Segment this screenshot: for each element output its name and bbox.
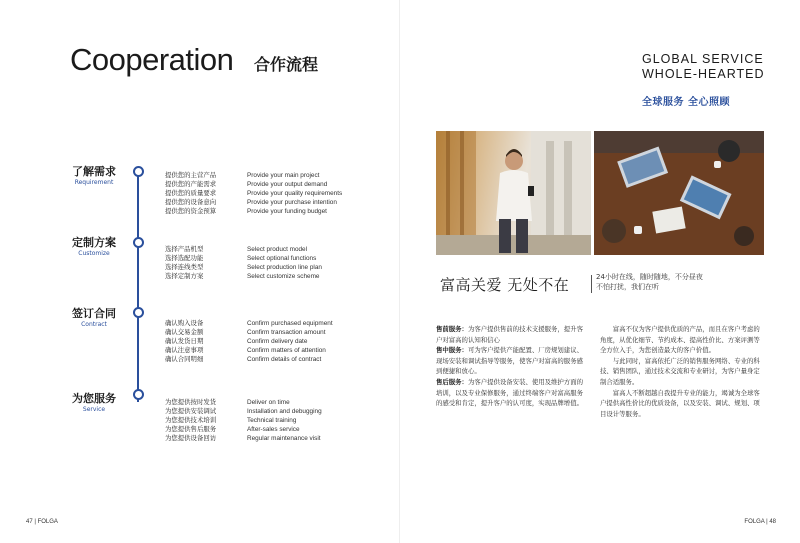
right-page (400, 0, 800, 543)
divider (591, 275, 592, 293)
item-cn: 选择定制方案 (165, 272, 204, 280)
item-cn: 选择选配功能 (165, 254, 204, 262)
step-title: 为您服务 (72, 392, 116, 405)
item-cn: 为您提供售后服务 (165, 425, 217, 433)
item-en: Installation and debugging (247, 408, 322, 415)
page-number: 47 | FOLGA (26, 519, 58, 525)
paragraph (436, 324, 586, 345)
item-cn: 为您提供技术培训 (165, 416, 217, 424)
item-cn: 为您提供设备回访 (165, 434, 217, 442)
office-photo (436, 131, 591, 255)
item-en: Provide your purchase intention (247, 199, 337, 206)
item-en: Provide your quality requirements (247, 190, 343, 197)
meeting-photo (594, 131, 764, 255)
timeline-node (133, 307, 144, 318)
item-cn: 确认注意事项 (165, 346, 204, 354)
item-en: Confirm transaction amount (247, 329, 326, 336)
timeline-line (137, 170, 139, 402)
timeline-node (133, 166, 144, 177)
paragraph: 富高人不断超越自我提升专业的能力，竭诚为全球客户提供高性价比的优质设备，以及安装、调试、规划、项目设计等服务。 (600, 388, 760, 418)
office-illustration (436, 131, 591, 255)
step-subtitle: Service (82, 406, 106, 413)
step-title: 了解需求 (72, 165, 116, 178)
item-cn: 选择连线类型 (165, 263, 204, 271)
page-number: FOLGA | 48 (744, 519, 776, 525)
slogan-subtext: 24小时在线，随时随地，不分昼夜不怕打扰，我们在听 (596, 273, 703, 291)
slogan: 富高关爱 无处不在 (440, 276, 570, 294)
item-cn: 选择产品机型 (165, 245, 204, 253)
item-en: Provide your funding budget (247, 208, 327, 215)
paragraph-text: 可为客户提供产能配置、厂房规划建议、现场安装和调试指导等服务，使客户对富高的服务感到便捷和放心。 (436, 346, 583, 376)
step-subtitle: Customize (78, 250, 110, 257)
item-en: Select production line plan (247, 264, 322, 271)
heading-line: WHOLE-HEARTED (642, 67, 765, 81)
item-cn: 提供您的设备意向 (165, 198, 217, 206)
item-en: Deliver on time (247, 399, 290, 406)
step-subtitle: Contract (81, 321, 107, 328)
item-cn: 提供您的质量要求 (165, 189, 217, 197)
paragraph-label: 售中服务： (436, 346, 468, 355)
service-column-right (600, 324, 766, 419)
item-en: Confirm delivery date (247, 338, 308, 345)
item-en: Select optional functions (247, 255, 317, 262)
paragraph: 富高不仅为客户提供优质的产品，而且在客户考虑的角度，从优化细节、节约成本、提高性价比、方案评测等全方位入手，为您创造最大的客户价值。 (600, 325, 760, 355)
step-title: 定制方案 (72, 236, 116, 249)
heading-line: GLOBAL SERVICE (642, 52, 764, 66)
item-en: Confirm purchased equipment (247, 320, 333, 327)
paragraph (436, 345, 586, 377)
item-en: Technical training (247, 417, 297, 424)
timeline-node (133, 389, 144, 400)
item-cn: 确认发货日期 (165, 337, 204, 345)
page-title: Cooperation (70, 42, 234, 77)
item-cn: 确认交易金额 (165, 328, 204, 336)
item-en: Select customize scheme (247, 273, 320, 280)
item-cn: 为您提供按时发货 (165, 398, 217, 406)
item-en: Regular maintenance visit (247, 435, 321, 442)
item-cn: 为您提供安装调试 (165, 407, 217, 415)
page-subtitle: 合作流程 (254, 55, 319, 74)
item-cn: 提供您的资金预算 (165, 207, 217, 215)
item-en: Confirm matters of attention (247, 347, 326, 354)
paragraph-text: 为客户提供售前的技术支援服务，提升客户对富高的认知和信心 (436, 325, 583, 344)
paragraph-label: 售后服务： (436, 377, 468, 386)
service-column-left (436, 324, 586, 409)
item-en: After-sales service (247, 426, 300, 433)
item-en: Provide your main project (247, 172, 320, 179)
paragraph-text: 为客户提供设备安装、使用及维护方面的培训，以及专业保修服务，通过终端客户对富高服务的感受和肯定，提升客户的认可度，实现品牌增值。 (436, 377, 583, 408)
global-service-cn: 全球服务 全心照顾 (642, 97, 730, 108)
step-title: 签订合同 (72, 307, 116, 320)
item-cn: 提供您的产能需求 (165, 180, 217, 188)
item-cn: 提供您的主营产品 (165, 171, 217, 179)
global-service-heading (642, 52, 765, 82)
paragraph-label: 售前服务： (436, 325, 468, 333)
step-subtitle: Requirement (74, 179, 114, 186)
item-cn: 确认合同明细 (165, 355, 204, 363)
meeting-illustration (594, 131, 764, 255)
item-en: Provide your output demand (247, 181, 328, 188)
item-en: Confirm details of contract (247, 356, 322, 363)
timeline-node (133, 237, 144, 248)
paragraph (436, 377, 586, 409)
item-en: Select product model (247, 246, 308, 253)
paragraph: 与此同时，富高依托广泛的销售服务网络、专业的科技、销售团队，通过技术交流和专业研讨，为客户量身定制合适服务。 (600, 356, 760, 386)
item-cn: 确认购入设备 (165, 319, 204, 327)
